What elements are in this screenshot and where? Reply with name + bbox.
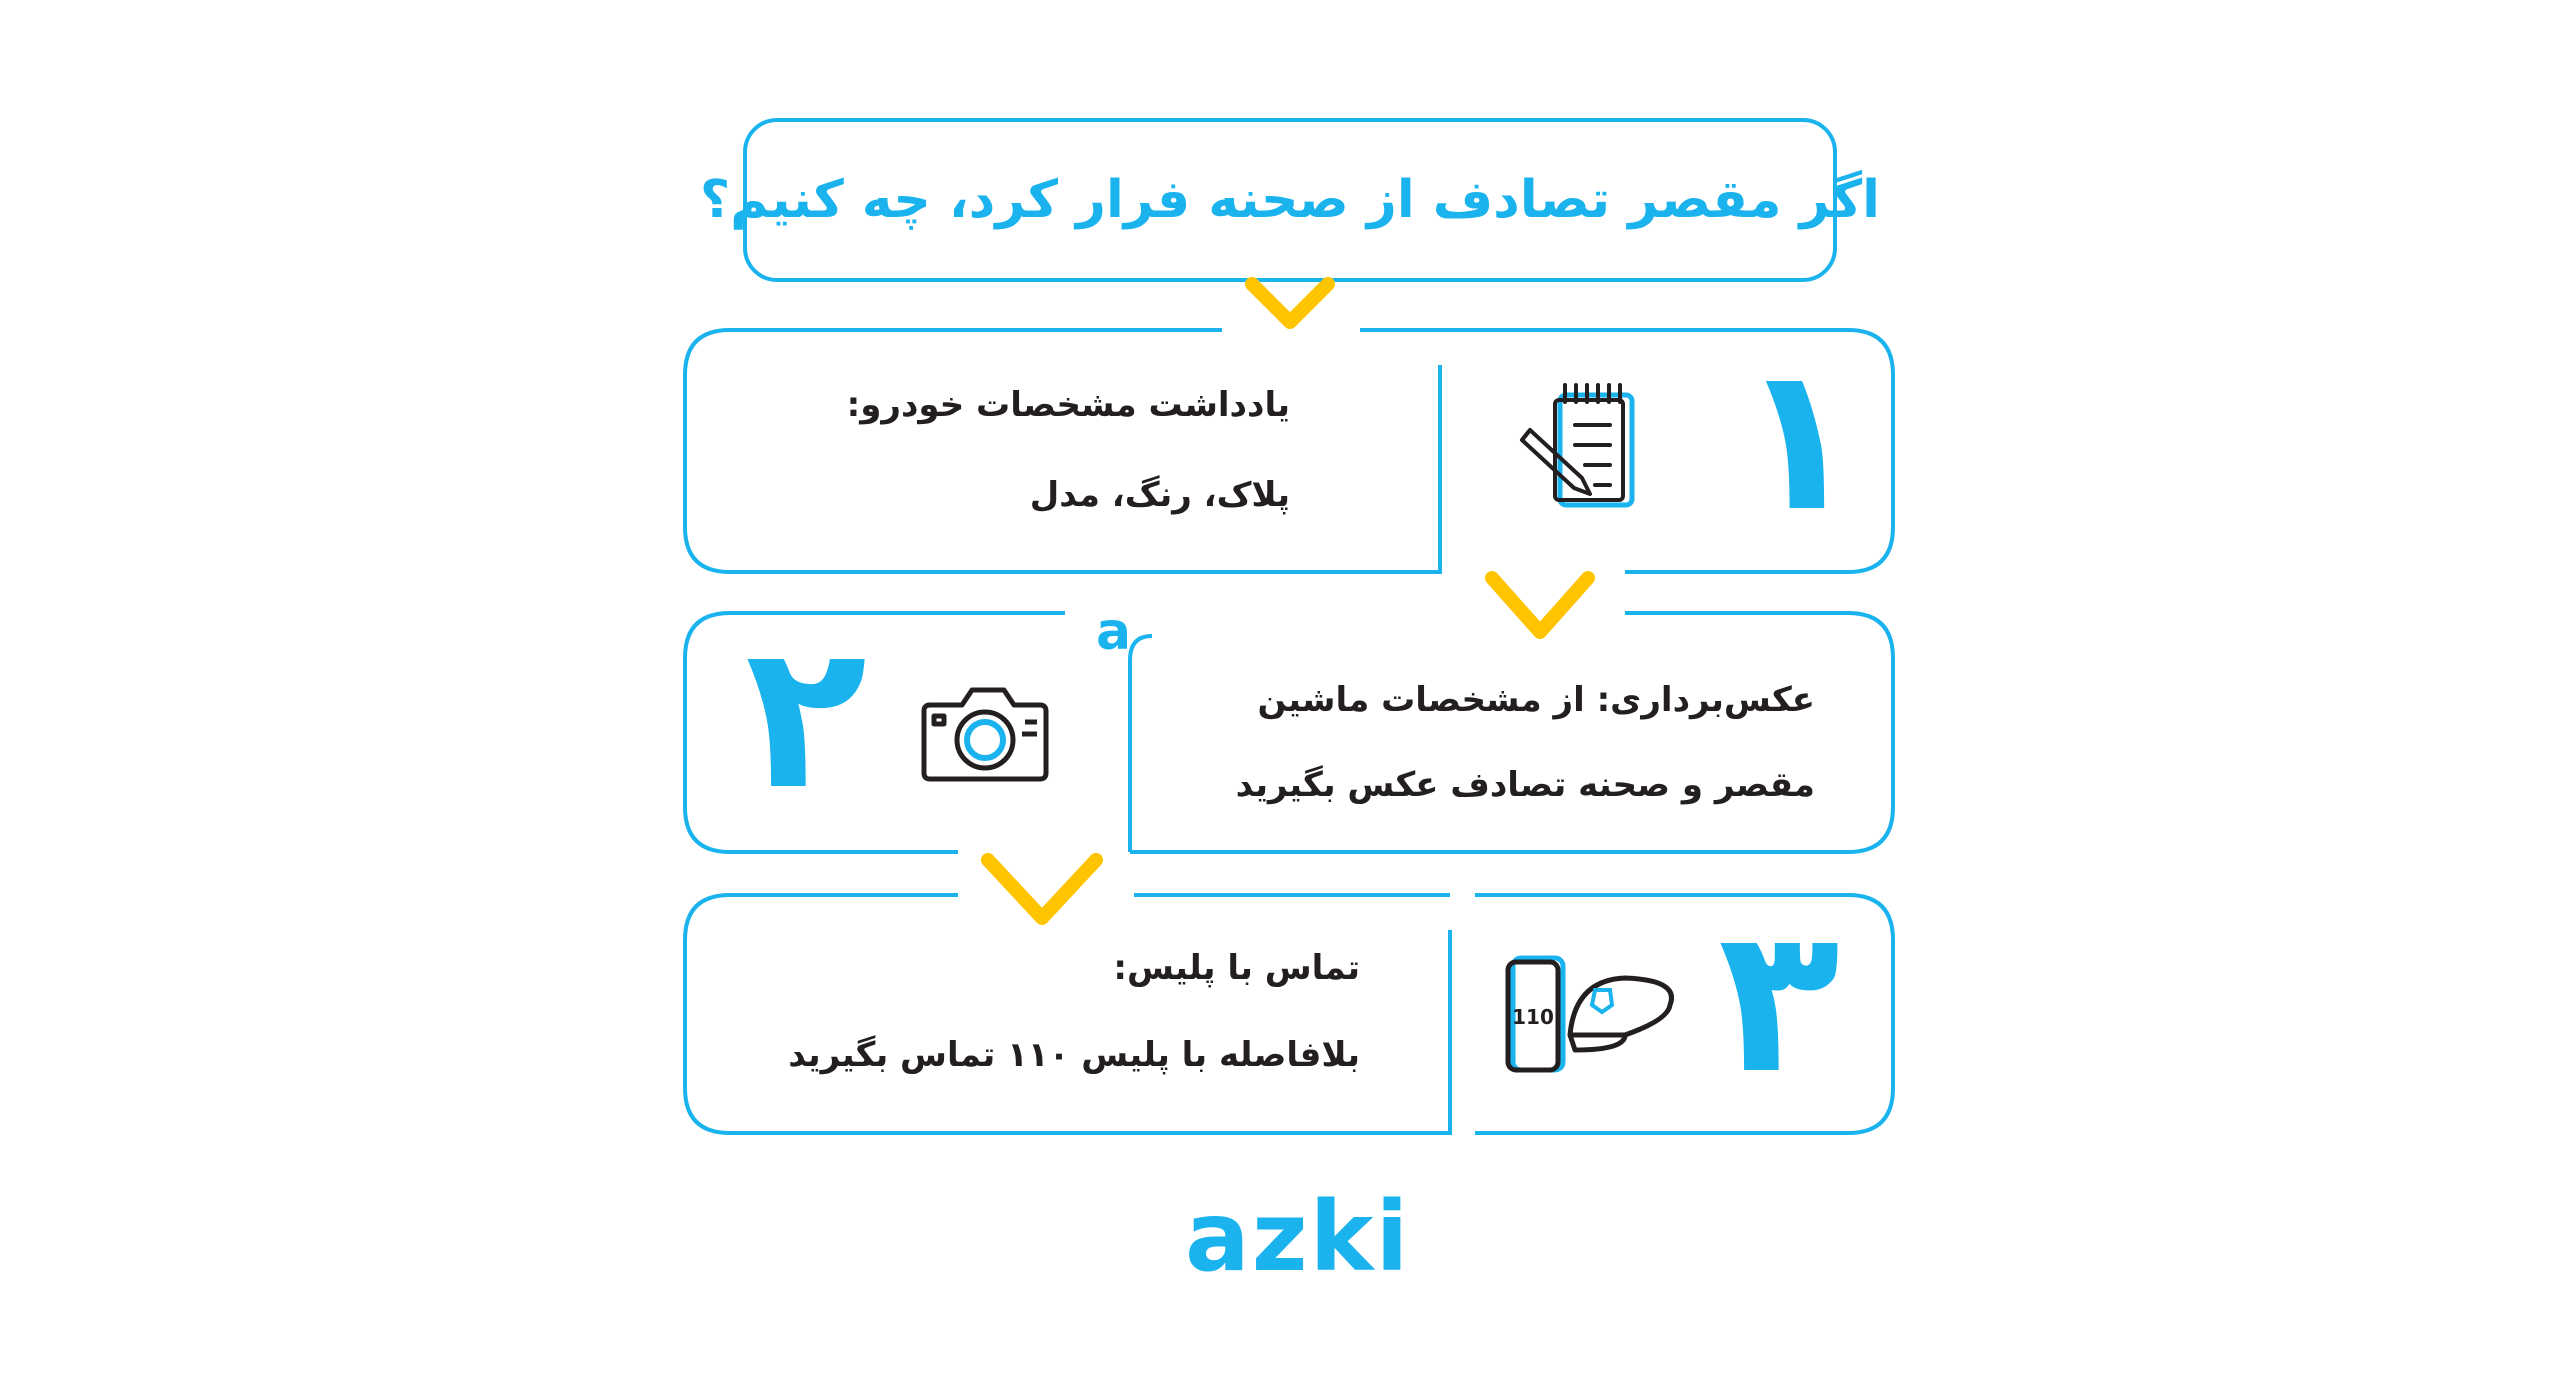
watermark-logo: a <box>1096 602 1132 662</box>
arrow-down-icon <box>1252 284 1328 322</box>
page-title: اگر مقصر تصادف از صحنه فرار کرد، چه کنیم؟ <box>700 170 1880 230</box>
step-1-number: ۱ <box>1738 323 1861 556</box>
arrow-down-icon <box>988 860 1096 918</box>
step-1-heading: یادداشت مشخصات خودرو: <box>846 385 1290 425</box>
step-2-detail: مقصر و صحنه تصادف عکس بگیرید <box>1235 765 1815 805</box>
notepad-pen-icon <box>1522 385 1632 505</box>
step-1-box <box>685 323 1893 572</box>
step-3-box <box>685 885 1893 1133</box>
azki-logo: azki <box>1185 1181 1411 1293</box>
step-2-heading: عکس‌برداری: از مشخصات ماشین <box>1257 680 1815 720</box>
step-1-detail: پلاک، رنگ، مدل <box>1029 475 1290 515</box>
camera-icon <box>924 690 1046 779</box>
step-3-detail: بلافاصله با پلیس ۱۱۰ تماس بگیرید <box>788 1035 1360 1075</box>
arrow-down-icon <box>1492 578 1588 632</box>
step-3-heading: تماس با پلیس: <box>1113 948 1360 988</box>
step-2-number: ۲ <box>745 601 868 834</box>
phone-number-label: 110 <box>1512 1005 1554 1029</box>
step-3-number: ۳ <box>1718 885 1841 1118</box>
